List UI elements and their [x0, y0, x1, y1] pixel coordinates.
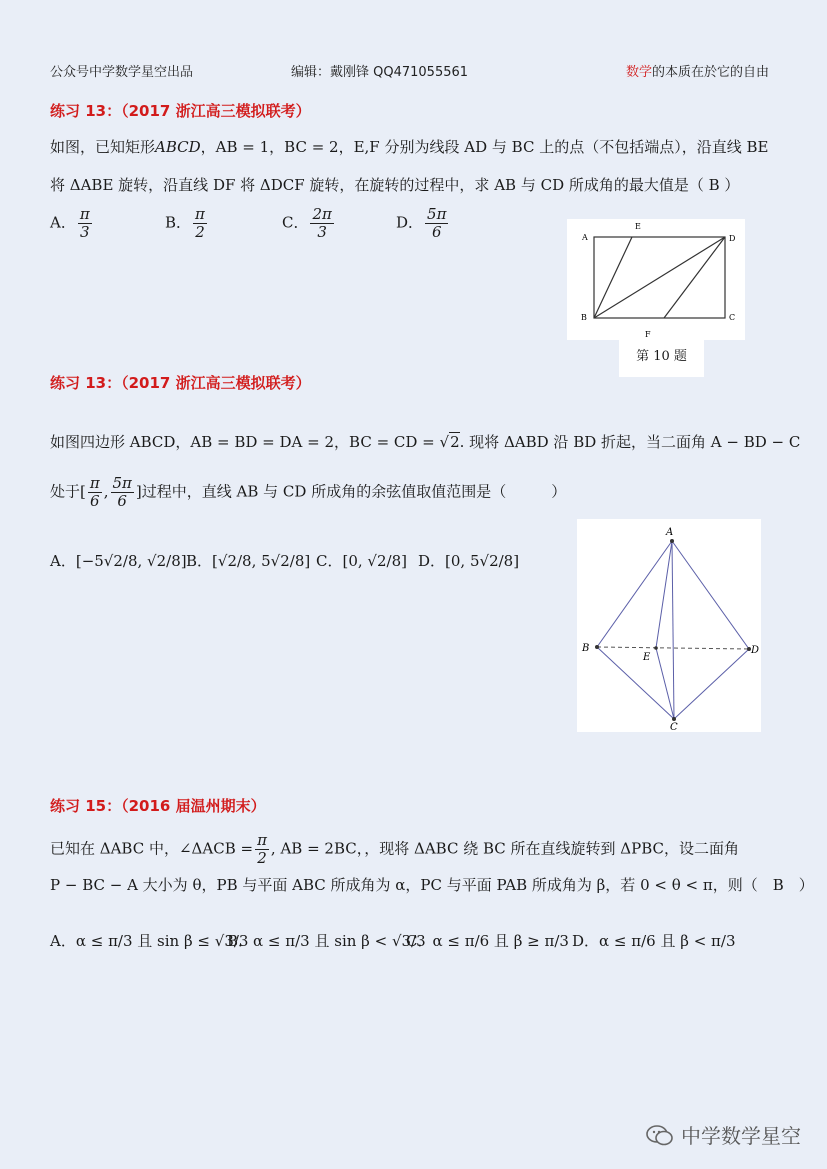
edge-ab	[597, 541, 672, 647]
q1-option-c-den: 3	[317, 223, 327, 241]
q2-option-c-label: C．	[316, 552, 343, 570]
q2-title: 练习 13：（2017 浙江高三模拟联考）	[50, 374, 311, 392]
q3-line1-a: 已知在 ΔABC 中，∠ΔACB =	[50, 839, 254, 858]
q2-frac2-den: 6	[117, 492, 127, 510]
label-c: C	[729, 313, 736, 322]
q2-option-b-text: [√2/8, 5√2/8]	[212, 552, 311, 570]
q3-option-c: C．α ≤ π/6 且 β ≥ π/3	[406, 932, 569, 950]
watermark	[645, 1120, 801, 1149]
edge-bc	[597, 647, 674, 719]
wechat-icon	[645, 1122, 675, 1148]
q1-option-a-den: 3	[80, 223, 90, 241]
q1-option-c-label: C．	[282, 213, 309, 232]
q2-tetrahedron-diagram	[577, 519, 761, 732]
label-a: A	[582, 233, 588, 242]
q1-option-c-num: 2π	[312, 205, 332, 223]
q1-line2: 将 ΔABE 旋转，沿直线 DF 将 ΔDCF 旋转，在旋转的过程中，求 AB 与 CD 所成角的最大值是（ B ）	[50, 176, 740, 194]
q1-rectangle-diagram	[567, 219, 745, 340]
edge-ec	[656, 648, 674, 719]
q1-option-b	[165, 206, 209, 241]
line-df	[664, 237, 725, 318]
point-b	[595, 645, 599, 649]
q2-option-d	[418, 550, 519, 571]
q1-option-b-den: 2	[195, 223, 205, 241]
label-b: B	[581, 313, 587, 322]
label-c: C	[670, 722, 678, 732]
q3-option-a: A．α ≤ π/3 且 sin β ≤ √3/3	[50, 932, 249, 950]
q1-line1	[50, 137, 768, 157]
edge-ac	[672, 541, 674, 719]
q2-option-b-label: B．	[186, 552, 213, 570]
q2-option-c	[316, 550, 407, 571]
q2-option-d-text: [0, 5√2/8]	[445, 552, 520, 570]
q3-line2: P − BC − A 大小为 θ，PB 与平面 ABC 所成角为 α，PC 与平面 PAB 所成角为 β，若 0 < θ < π，则（ B ）	[50, 876, 814, 894]
q2-line2-a: 处于[	[50, 482, 86, 501]
point-a	[670, 539, 674, 543]
q1-option-a	[50, 206, 94, 241]
edge-ad	[672, 541, 749, 649]
header-left: 公众号中学数学星空出品	[50, 65, 194, 80]
q2-line2: 处于[ $\frac{\pi}{6}$ , $\frac{5\pi}{6}$ ]过程中，直线 AB 与 CD 所成角的余弦值取值范围是（ ）	[50, 474, 567, 510]
q2-option-a	[50, 550, 187, 571]
q3-line1-b: , AB = 2BC，，现将 ΔABC 绕 BC 所在直线旋转到 ΔPBC，设二面角	[270, 839, 740, 858]
q2-option-b	[186, 550, 310, 571]
q1-line1-c: ，AB = 1，BC = 2，E,F 分别为线段 AD 与 BC 上的点（不包括端点），沿直线 BE	[200, 138, 769, 156]
q2-option-d-label: D．	[418, 552, 446, 570]
q3-frac-num: π	[257, 831, 267, 849]
q2-figure	[577, 519, 761, 732]
q2-line1-b: . 现将 ΔABD 沿 BD 折起，当二面角 A − BD − C	[459, 433, 801, 451]
label-d: D	[729, 234, 736, 243]
q2-option-a-text: [−5√2/8, √2/8]	[75, 552, 187, 570]
label-b: B	[582, 643, 590, 654]
q1-option-b-num: π	[195, 205, 205, 223]
q2-line1-sqrt: 2	[450, 433, 460, 451]
q1-option-d-num: 5π	[427, 205, 447, 223]
q2-option-a-label: A．	[50, 552, 76, 570]
q3-line1	[50, 832, 739, 867]
edge-dc	[674, 649, 749, 719]
watermark-text: 中学数学星空	[681, 1124, 801, 1148]
point-c	[672, 717, 676, 721]
header-right-red: 数学	[626, 65, 653, 80]
q1-figure	[567, 219, 745, 340]
header-middle: 编辑：戴刚锋 QQ471055561	[291, 65, 469, 80]
header-right-rest: 的本质在於它的自由	[652, 65, 770, 80]
q1-option-a-label: A．	[50, 213, 76, 232]
q3-option-d: D．α ≤ π/6 且 β < π/3	[572, 932, 736, 950]
q1-option-d	[396, 206, 450, 241]
q2-line1-a: 如图四边形 ABCD，AB = BD = DA = 2，BC = CD =	[50, 433, 440, 451]
q1-option-b-label: B．	[165, 213, 192, 232]
q1-line1-b: ABCD	[155, 138, 201, 156]
q3-frac-den: 2	[257, 849, 267, 867]
q2-frac1-den: 6	[90, 492, 100, 510]
q1-option-a-num: π	[79, 205, 90, 223]
q1-title: 练习 13：（2017 浙江高三模拟联考）	[50, 102, 311, 120]
q1-option-d-label: D．	[396, 213, 424, 232]
label-f: F	[645, 330, 651, 339]
header-right	[626, 61, 769, 80]
q1-line1-a: 如图，已知矩形	[50, 138, 156, 156]
q3-title: 练习 15：（2016 届温州期末）	[50, 797, 266, 815]
label-e: E	[635, 222, 641, 231]
edge-ae	[656, 541, 672, 648]
q2-line2-b: ]过程中，直线 AB 与 CD 所成角的余弦值取值范围是（ ）	[135, 482, 567, 501]
label-e: E	[643, 652, 651, 663]
q2-frac2-num: 5π	[112, 474, 132, 492]
q3-option-b: B．α ≤ π/3 且 sin β < √3/3	[227, 932, 426, 950]
label-d: D	[751, 645, 760, 656]
q1-option-d-den: 6	[431, 223, 442, 241]
point-e	[654, 646, 658, 650]
q1-figure-caption: 第 10 题	[619, 340, 704, 377]
q2-frac1-num: π	[89, 474, 100, 492]
q2-line1: 如图四边形 ABCD，AB = BD = DA = 2，BC = CD = √2. 现将 ΔABD 沿 BD 折起，当二面角 A − BD − C	[50, 433, 801, 451]
q1-option-c	[282, 206, 336, 241]
q2-option-c-text: [0, √2/8]	[342, 552, 407, 570]
label-a: A	[666, 527, 674, 538]
